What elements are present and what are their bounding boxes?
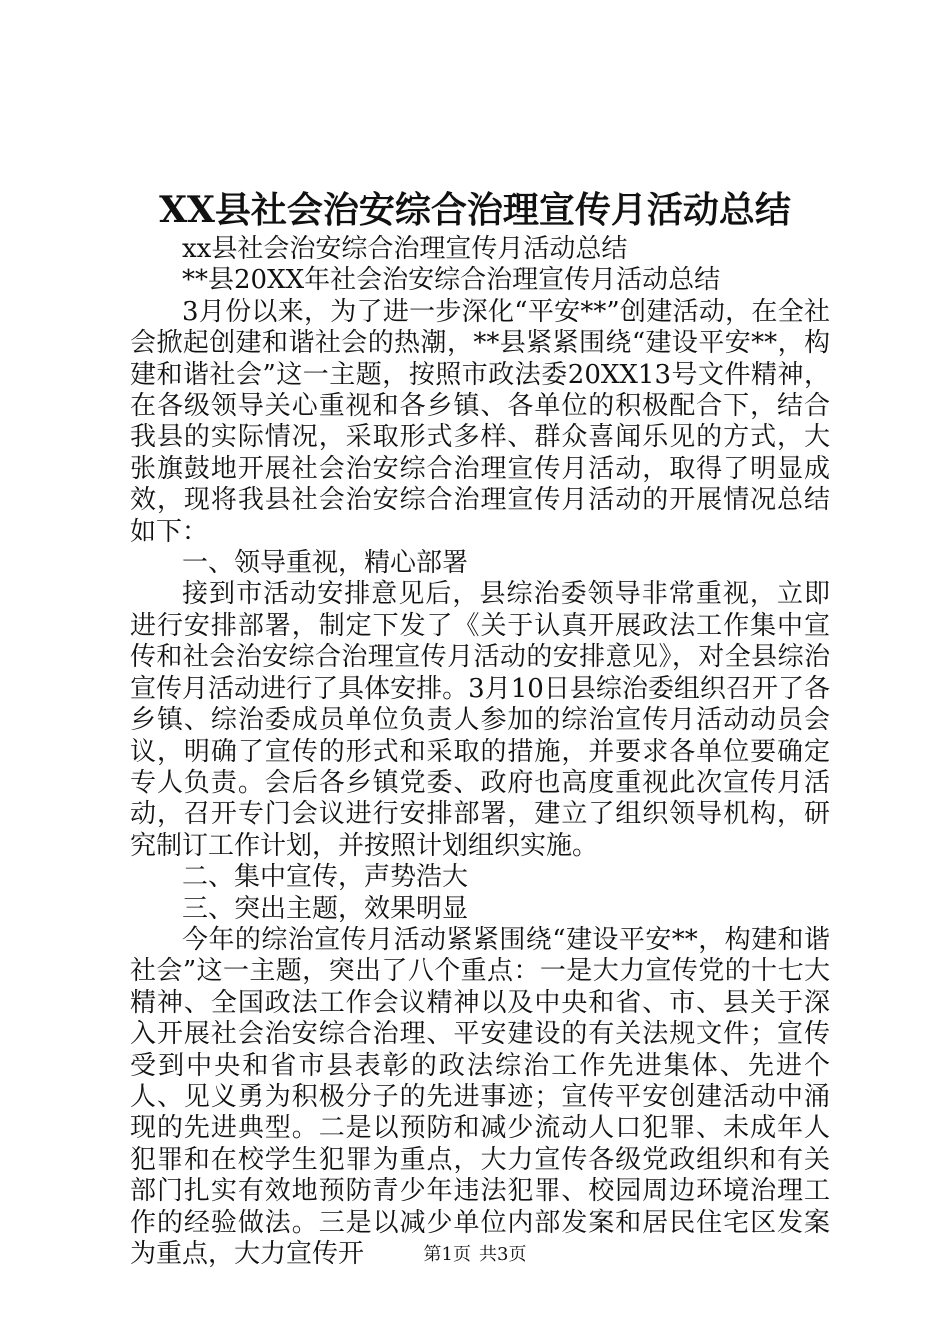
paragraph-intro: 3月份以来，为了进一步深化“平安**”创建活动，在全社会掀起创建和谐社会的热潮，**县紧紧围绕“建设平安**，构建和谐社会”这一主题，按照市政法委20XX13号文件精神，在各级领导关心重视和各乡镇、各单位的积极配合下，结合我县的实际情况，采取形式多样、群众喜闻乐见的方式，大张旗鼓地开展社会治安综合治理宣传月活动，取得了明显成效，现将我县社会治安综合治理宣传月活动的开展情况总结如下： <box>130 296 830 547</box>
section-heading-3: 三、突出主题，效果明显 <box>182 893 469 924</box>
section-heading-2: 二、集中宣传，声势浩大 <box>182 862 469 893</box>
paragraph-subtitle: xx县社会治安综合治理宣传月活动总结 <box>182 234 628 264</box>
document-title: XX县社会治安综合治理宣传月活动总结 <box>159 189 791 231</box>
section-heading-1: 一、领导重视，精心部署 <box>182 548 469 579</box>
page-number-current: 第1页 <box>423 1244 471 1265</box>
paragraph-section-3: 今年的综治宣传月活动紧紧围绕“建设平安**，构建和谐社会”这一主题，突出了八个重点：一是大力宣传党的十七大精神、全国政法工作会议精神以及中央和省、市、县关于深入开展社会治安综合治理、平安建设的有关法规文件；宣传受到中央和省市县表彰的政法综治工作先进集体、先进个人、见义勇为积极分子的先进事迹；宣传平安创建活动中涌现的先进典型。二是以预防和减少流动人口犯罪、未成年人犯罪和在校学生犯罪为重点，大力宣传各级党政组织和有关部门扎实有效地预防青少年违法犯罪、校园周边环境治理工作的经验做法。三是以减少单位内部发案和居民住宅区发案为重点，大力宣传开 <box>130 924 830 1269</box>
paragraph-subtitle-2: **县20XX年社会治安综合治理宣传月活动总结 <box>182 265 721 296</box>
page-footer <box>0 1243 950 1267</box>
paragraph-section-1: 接到市活动安排意见后，县综治委领导非常重视，立即进行安排部署，制定下发了《关于认真开展政法工作集中宣传和社会治安综合治理宣传月活动的安排意见》，对全县综治宣传月活动进行了具体安排。3月10日县综治委组织召开了各乡镇、综治委成员单位负责人参加的综治宣传月活动动员会议，明确了宣传的形式和采取的措施，并要求各单位要确定专人负责。会后各乡镇党委、政府也高度重视此次宣传月活动，召开专门会议进行安排部署，建立了组织领导机构，研究制订工作计划，并按照计划组织实施。 <box>130 579 830 861</box>
document-body <box>130 234 830 1270</box>
page-number-total: 共3页 <box>479 1244 527 1265</box>
